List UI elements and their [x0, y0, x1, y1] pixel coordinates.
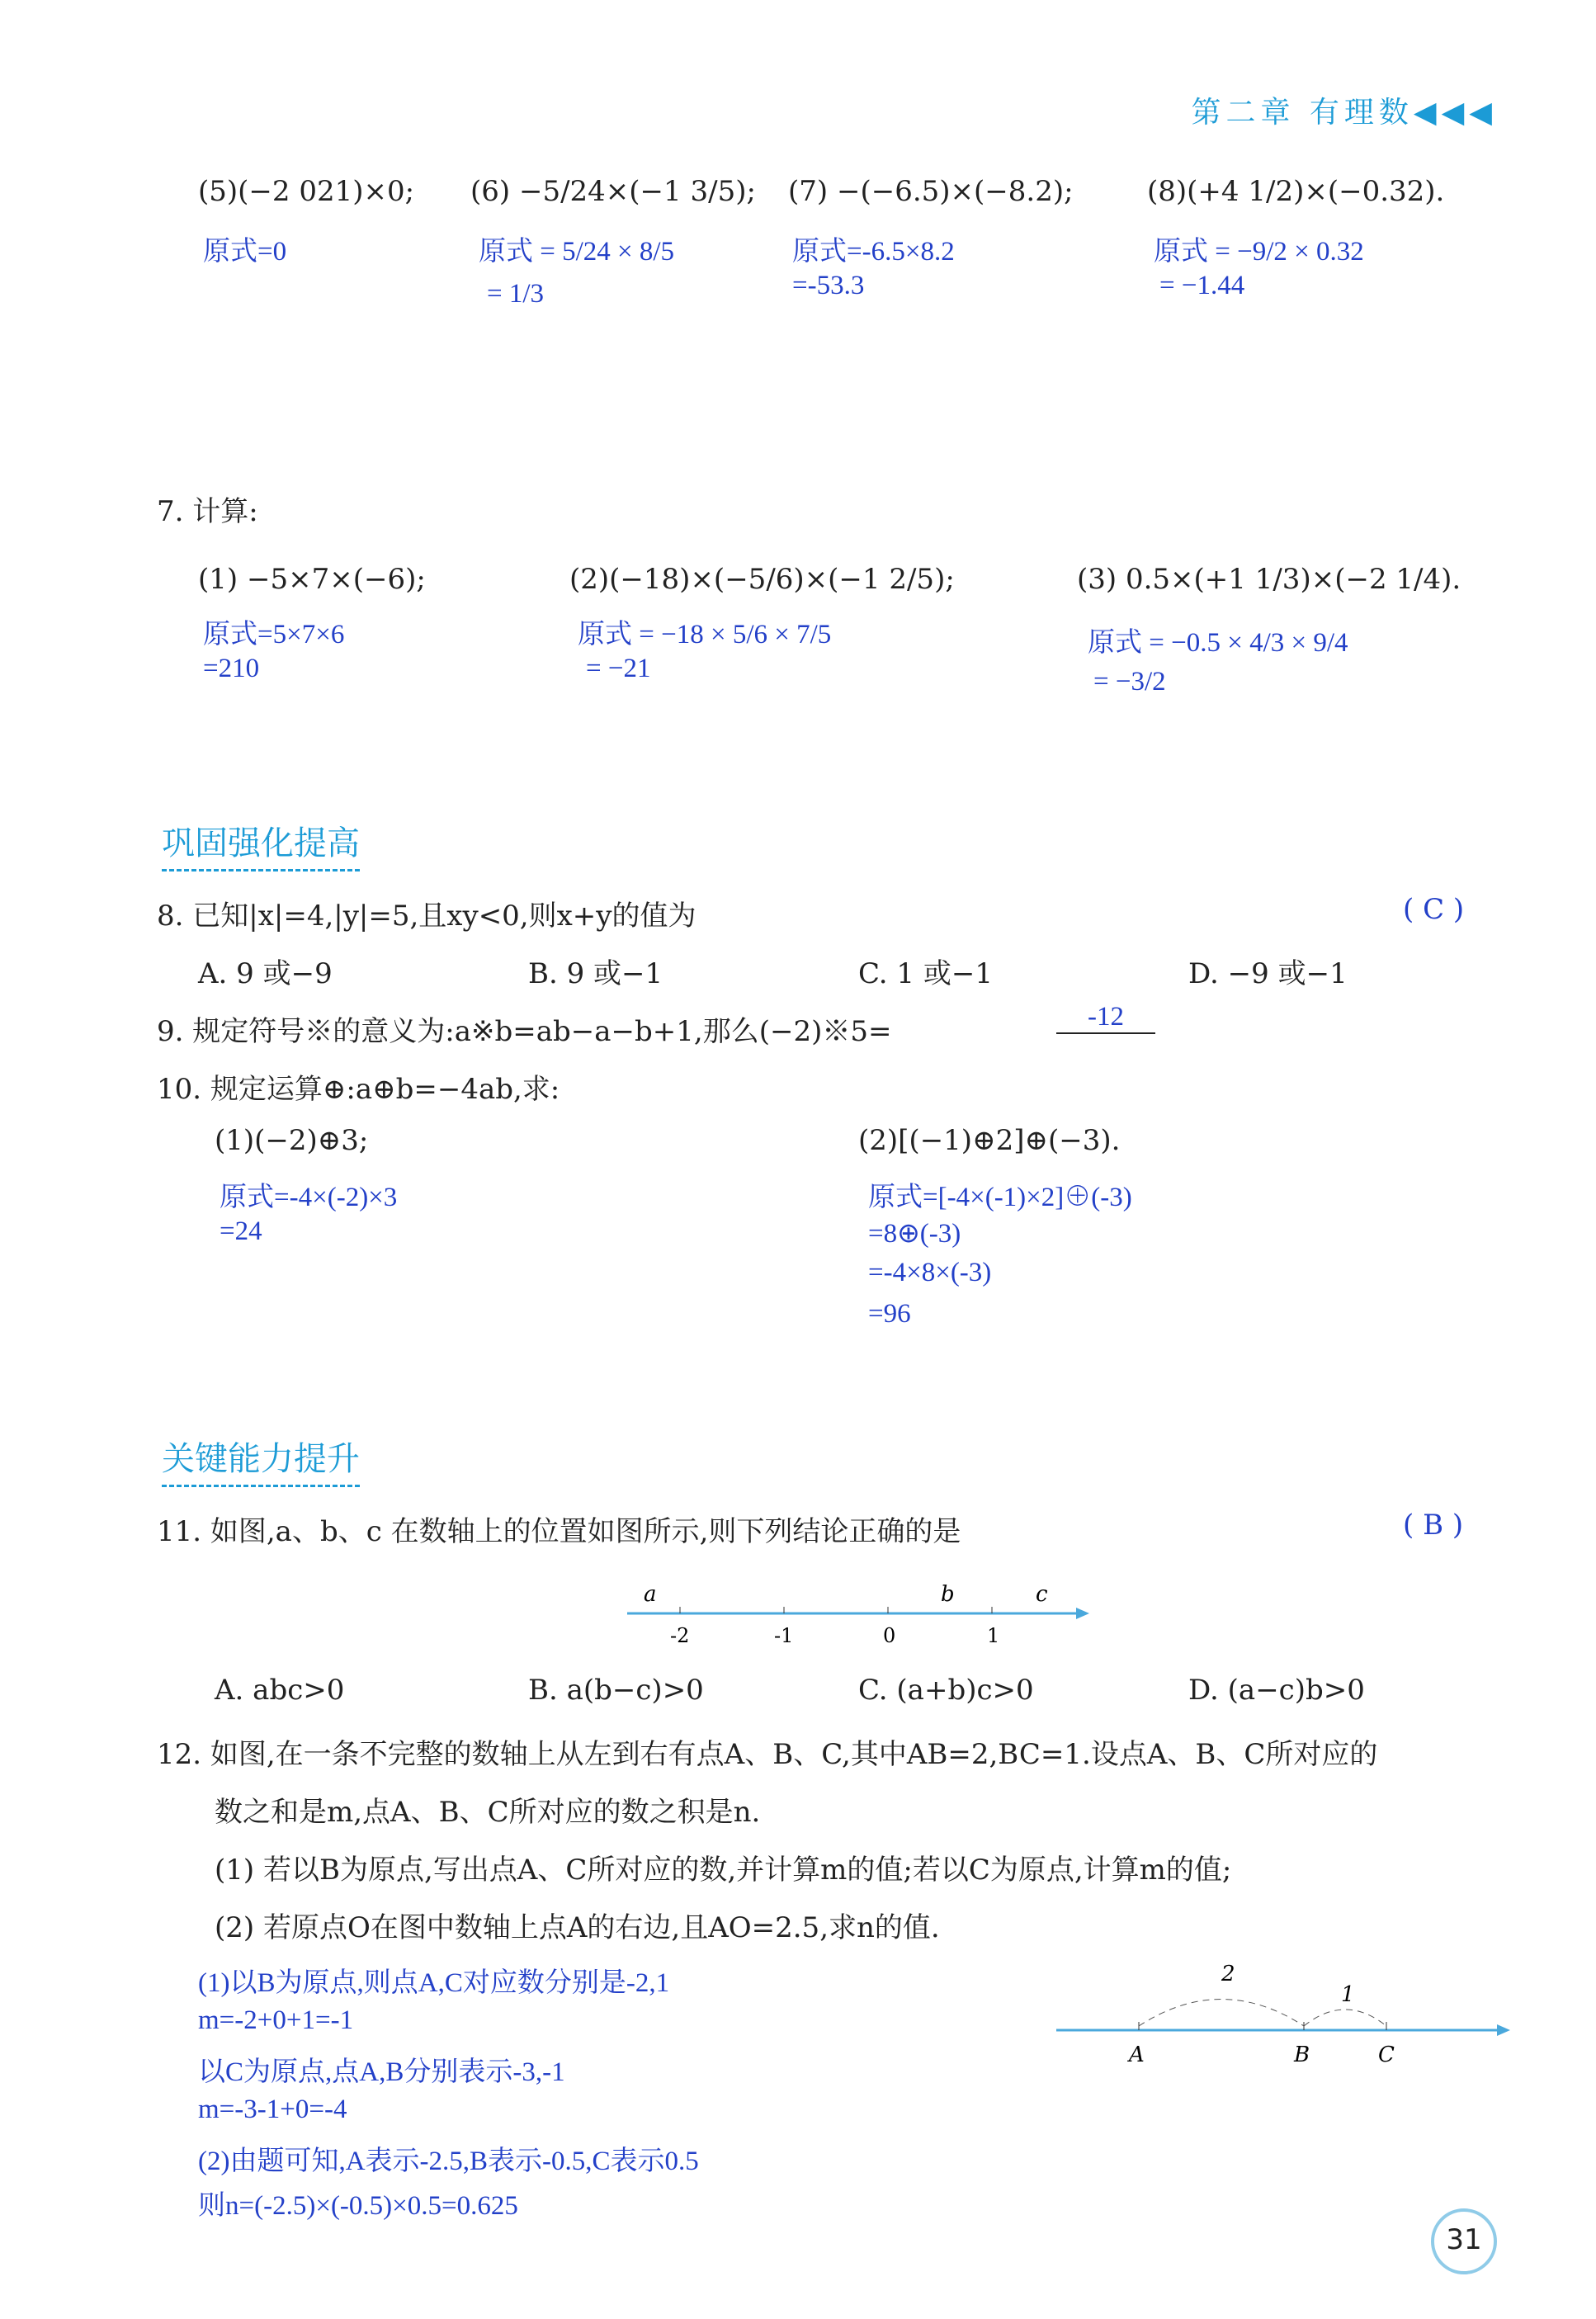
ans7-2-l2: = −21 — [586, 654, 651, 683]
section-key-ability: 关键能力提升 — [162, 1433, 360, 1487]
a12-l4: m=-3-1+0=-4 — [198, 2095, 347, 2124]
page-number: 31 — [1431, 2208, 1497, 2274]
q6-part7: (7) −(−6.5)×(−8.2); — [788, 175, 1074, 208]
chapter-header: 第二章 有理数◀◀◀ — [1191, 96, 1497, 130]
pt-c: c — [1036, 1582, 1048, 1607]
q10-part1: (1)(−2)⊕3; — [215, 1124, 369, 1157]
ans10-2-l1: 原式=[-4×(-1)×2]⊕(-3) — [868, 1183, 1132, 1212]
ans-8-l1: 原式 = −9/2 × 0.32 — [1154, 237, 1364, 267]
ans7-1-l2: =210 — [203, 654, 260, 683]
arc-ab-label: 2 — [1221, 1962, 1235, 1986]
q11-opt-c: C. (a+b)c>0 — [858, 1674, 1034, 1707]
ans10-2-l4: =96 — [868, 1299, 911, 1329]
pt-a: a — [644, 1582, 657, 1607]
pt-C: C — [1378, 2043, 1395, 2067]
q10-stem: 10. 规定运算⊕:a⊕b=−4ab,求: — [157, 1073, 560, 1106]
tick--1: -1 — [774, 1624, 794, 1647]
q6-part8: (8)(+4 1/2)×(−0.32). — [1147, 175, 1445, 208]
q8-opt-a: A. 9 或−9 — [198, 957, 333, 990]
q8-stem: 8. 已知|x|=4,|y|=5,且xy<0,则x+y的值为 — [157, 900, 696, 933]
pt-A: A — [1129, 2043, 1145, 2067]
ans7-3-l1: 原式 = −0.5 × 4/3 × 9/4 — [1088, 628, 1348, 658]
q7-part1: (1) −5×7×(−6); — [198, 563, 426, 596]
a12-l2: m=-2+0+1=-1 — [198, 2005, 354, 2035]
a12-l1: (1)以B为原点,则点A,C对应数分别是-2,1 — [198, 1968, 670, 1998]
pt-B: B — [1294, 2043, 1310, 2067]
q12-l4: (2) 若原点O在图中数轴上点A的右边,且AO=2.5,求n的值. — [215, 1911, 940, 1944]
ans-6-l2: = 1/3 — [487, 279, 545, 309]
tick-0: 0 — [883, 1624, 896, 1647]
ans7-1-l1: 原式=5×7×6 — [203, 620, 345, 649]
ans10-1-l1: 原式=-4×(-2)×3 — [220, 1183, 398, 1212]
q7-part2: (2)(−18)×(−5/6)×(−1 2/5); — [569, 563, 955, 596]
q12-l3: (1) 若以B为原点,写出点A、C所对应的数,并计算m的值;若以C为原点,计算m的值; — [215, 1854, 1232, 1887]
q7-part3: (3) 0.5×(+1 1/3)×(−2 1/4). — [1077, 563, 1461, 596]
ans10-1-l2: =24 — [220, 1216, 262, 1246]
number-line-abc — [619, 1576, 1098, 1651]
q9-stem: 9. 规定符号※的意义为:a※b=ab−a−b+1,那么(−2)※5= — [157, 1015, 892, 1048]
q11-opt-b: B. a(b−c)>0 — [528, 1674, 704, 1707]
a12-l6: 则n=(-2.5)×(-0.5)×0.5=0.625 — [198, 2191, 518, 2221]
ans10-2-l3: =-4×8×(-3) — [868, 1258, 992, 1287]
q11-opt-a: A. abc>0 — [215, 1674, 345, 1707]
tick-1: 1 — [987, 1624, 1000, 1647]
section-consolidate: 巩固强化提高 — [162, 817, 360, 871]
q10-part2: (2)[(−1)⊕2]⊕(−3). — [858, 1124, 1121, 1157]
ans10-2-l2: =8⊕(-3) — [868, 1219, 961, 1249]
pt-b: b — [941, 1582, 955, 1607]
q6-part5: (5)(−2 021)×0; — [198, 175, 415, 208]
ans-7-l1: 原式=-6.5×8.2 — [792, 237, 955, 267]
q7-title: 7. 计算: — [157, 495, 258, 528]
ans-8-l2: = −1.44 — [1159, 271, 1245, 300]
q12-l1: 12. 如图,在一条不完整的数轴上从左到右有点A、B、C,其中AB=2,BC=1.设点A、B、C所对应的 — [157, 1738, 1378, 1771]
q8-opt-d: D. −9 或−1 — [1188, 957, 1348, 990]
arc-bc-label: 1 — [1341, 1982, 1355, 2007]
ans-6-l1: 原式 = 5/24 × 8/5 — [479, 237, 675, 267]
q8-opt-b: B. 9 或−1 — [528, 957, 663, 990]
ans7-2-l1: 原式 = −18 × 5/6 × 7/5 — [578, 620, 832, 649]
a12-l5: (2)由题可知,A表示-2.5,B表示-0.5,C表示0.5 — [198, 2147, 699, 2176]
ans7-3-l2: = −3/2 — [1093, 667, 1166, 697]
a12-l3: 以C为原点,点A,B分别表示-3,-1 — [198, 2057, 565, 2087]
q8-answer: ( C ) — [1403, 893, 1465, 926]
q6-part6: (6) −5/24×(−1 3/5); — [470, 175, 756, 208]
q11-stem: 11. 如图,a、b、c 在数轴上的位置如图所示,则下列结论正确的是 — [157, 1515, 961, 1548]
q12-l2: 数之和是m,点A、B、C所对应的数之积是n. — [215, 1796, 761, 1829]
q11-answer: ( B ) — [1403, 1509, 1464, 1542]
number-line-abc-2 — [1056, 1956, 1518, 2071]
q11-opt-d: D. (a−c)b>0 — [1188, 1674, 1365, 1707]
q8-opt-c: C. 1 或−1 — [858, 957, 993, 990]
ans-5: 原式=0 — [203, 237, 287, 267]
q9-answer: -12 — [1056, 1002, 1155, 1034]
ans-7-l2: =-53.3 — [792, 271, 865, 300]
tick--2: -2 — [670, 1624, 690, 1647]
